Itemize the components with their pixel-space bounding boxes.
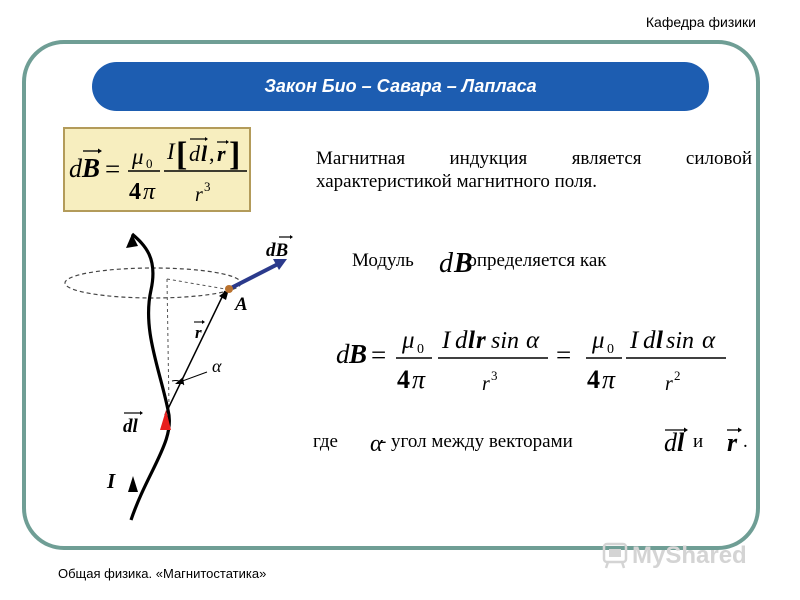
svg-text:d: d [455,327,468,354]
svg-text:sin: sin [491,328,520,354]
dB-vector [229,263,280,289]
slide-title-bar [92,62,709,111]
svg-text:sin: sin [666,328,695,354]
svg-text:I: I [442,327,451,354]
label-alpha: α [212,356,222,376]
svg-text:r: r [665,373,673,395]
where-label: где [313,431,338,452]
scalar-formula [330,318,730,398]
svg-text:α: α [526,327,540,354]
where-end: . [743,431,748,452]
svg-text:2: 2 [674,368,681,383]
svg-text:,: , [209,141,215,166]
vector-formula [65,129,249,210]
alpha-symbol [368,430,392,456]
svg-text:d: d [69,154,82,183]
r-vector-symbol [724,424,746,458]
dl-vector-symbol [662,424,692,458]
svg-text:I: I [167,139,175,164]
watermark-logo [602,540,762,570]
svg-text:d: d [439,248,453,278]
svg-text:l: l [677,428,685,457]
current-wire [131,234,169,520]
department-label: Кафедра физики [645,14,756,30]
watermark-text: MyShared [632,542,747,569]
svg-text:α: α [702,327,716,354]
svg-text:r: r [476,327,486,354]
svg-text:r: r [482,373,490,395]
svg-text:μ: μ [132,144,144,169]
svg-text:r: r [217,141,226,166]
label-current: I [107,469,116,493]
svg-text:d: d [664,428,677,457]
svg-text:d: d [336,339,350,369]
label-dl: dl [123,416,138,437]
induction-statement: Магнитная индукция является силовой характеристикой магнитного поля. [316,148,752,192]
svg-text:4: 4 [129,179,141,205]
modulus-before: Модуль [352,250,414,271]
svg-text:=: = [556,340,572,370]
svg-text:4: 4 [397,365,410,394]
svg-text:μ: μ [592,327,605,354]
svg-text:=: = [105,154,121,184]
svg-text:π: π [143,179,156,205]
point-A-marker [225,285,233,293]
label-point-A: A [235,294,248,315]
svg-text:=: = [371,340,387,370]
svg-text:π: π [412,365,426,394]
svg-text:3: 3 [491,368,498,383]
modulus-after: определяется как [467,250,607,271]
current-lower-arrow [128,476,138,492]
slide-title: Закон Био – Савара – Лапласа [264,76,537,96]
formula-box [63,127,251,212]
svg-text:d: d [643,327,656,354]
svg-text:r: r [727,428,738,457]
svg-text:μ: μ [402,327,415,354]
svg-text:B: B [82,153,101,183]
where-and: и [693,431,704,452]
label-r: r [195,323,202,342]
svg-text:3: 3 [204,179,211,194]
svg-text:4: 4 [587,365,600,394]
dB-symbol [438,244,482,278]
svg-text:B: B [454,248,473,278]
label-dB: dB [266,240,289,261]
svg-text:α: α [370,431,383,456]
svg-text:0: 0 [607,342,614,357]
where-text: - угол между векторами [379,431,573,452]
svg-text:l: l [201,141,208,166]
svg-text:r: r [195,184,203,206]
svg-text:0: 0 [146,156,153,171]
svg-text:l: l [468,327,475,354]
svg-text:l: l [656,327,663,354]
radius-vector [165,291,225,415]
svg-text:d: d [189,141,200,166]
svg-text:0: 0 [417,342,424,357]
svg-text:[: [ [176,136,188,173]
svg-text:]: ] [229,136,241,173]
where-line [313,431,573,453]
guide-dashed-vertical [167,279,169,408]
biot-savart-diagram [60,225,310,525]
guide-dashed-horizontal [167,279,225,289]
footer-course: Общая физика. «Магнитостатика» [58,566,267,581]
svg-text:B: B [349,339,368,369]
svg-text:I: I [630,327,639,354]
svg-text:π: π [602,365,616,394]
